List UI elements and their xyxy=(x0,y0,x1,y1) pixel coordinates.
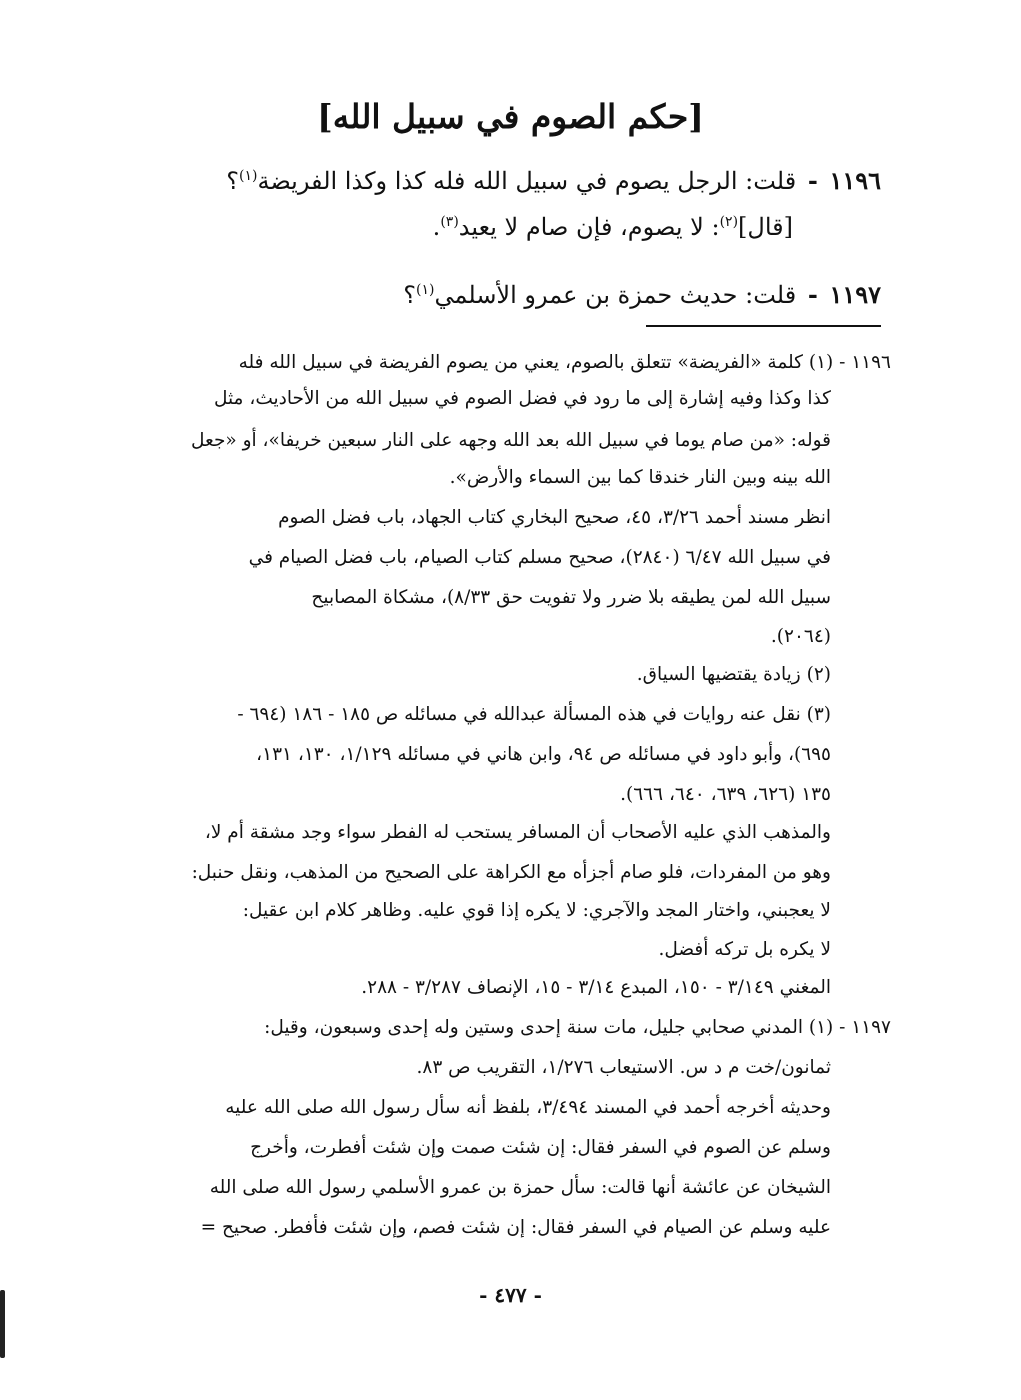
question-1196 xyxy=(161,158,881,204)
footnote-line: انظر مسند أحمد ٣/٢٦، ٤٥، صحيح البخاري كتاب الجهاد، باب فضل الصوم xyxy=(278,507,831,528)
footnote-line: وهو من المفردات، فلو صام أجزأه مع الكراهة على الصحيح من المذهب، ونقل حنبل: xyxy=(191,862,831,883)
question-dash: - xyxy=(807,280,818,309)
footnote-line: وحديثه أخرجه أحمد في المسند ٣/٤٩٤، بلفظ أنه سأل رسول الله صلى الله عليه xyxy=(225,1097,831,1118)
footnote-line: لا يكره بل تركه أفضل. xyxy=(658,939,831,960)
question-text: قلت: الرجل يصوم في سبيل الله فله كذا وكذا الفريضة xyxy=(257,167,797,195)
question-dash: - xyxy=(807,166,818,195)
footnote-line: سبيل الله لمن يطيقه بلا ضرر ولا تفويت حق ٨/٣٣)، مشكاة المصابيح xyxy=(311,587,831,608)
page-number: - ٤٧٧ - xyxy=(479,1283,542,1307)
footnote-line: لا يعجبني، واختار المجد والآجري: لا يكره إذا قوي عليه. وظاهر كلام ابن عقيل: xyxy=(242,900,831,921)
question-text: قلت: حديث حمزة بن عمرو الأسلمي xyxy=(434,281,797,309)
answer-label: [قال] xyxy=(738,213,793,241)
footnote-line: (٣) نقل عنه روايات في هذه المسألة عبدالله في مسائله ص ١٨٥ - ١٨٦ (٦٩٤ - xyxy=(237,704,831,725)
question-number: ١١٩٦ xyxy=(829,166,881,195)
footnote-line: المغني ٣/١٤٩ - ١٥٠، المبدع ٣/١٤ - ١٥، الإنصاف ٣/٢٨٧ - ٢٨٨. xyxy=(361,977,831,998)
section-title: [حكم الصوم في سبيل الله] xyxy=(317,97,704,136)
answer-text: : لا يصوم، فإن صام لا يعيد xyxy=(458,213,720,241)
question-number: ١١٩٧ xyxy=(829,280,881,309)
footnote-line: والمذهب الذي عليه الأصحاب أن المسافر يستحب له الفطر سواء وجد مشقة أم لا، xyxy=(204,822,831,843)
footnote-line: في سبيل الله ٦/٤٧ (٢٨٤٠)، صحيح مسلم كتاب الصيام، باب فضل الصيام في xyxy=(248,547,831,568)
footnote-line: الشيخان عن عائشة أنها قالت: سأل حمزة بن عمرو الأسلمي رسول الله صلى الله xyxy=(209,1177,831,1198)
footnote-line: ١٣٥ (٦٢٦، ٦٣٩، ٦٤٠، ٦٦٦). xyxy=(620,784,831,805)
footnote-line: وسلم عن الصوم في السفر فقال: إن شئت صمت وإن شئت أفطرت، وأخرج xyxy=(250,1137,831,1158)
question-1197 xyxy=(161,272,881,318)
footnote-line: ثمانون/خت م د س. الاستيعاب ١/٢٧٦، التقريب ص ٨٣. xyxy=(416,1057,831,1078)
footnote-line: ٦٩٥)، وأبو داود في مسائله ص ٩٤، وابن هاني في مسائله ١/١٢٩، ١٣٠، ١٣١، xyxy=(256,744,831,765)
footnote-line: ١١٩٧ - (١) المدني صحابي جليل، مات سنة إحدى وستين وله إحدى وسبعون، وقيل: xyxy=(264,1017,891,1038)
answer-1196 xyxy=(193,207,793,247)
footnote-line: (٢) زيادة يقتضيها السياق. xyxy=(636,664,831,685)
footnote-marker: (١) xyxy=(416,282,435,298)
footnote-line: كذا وكذا وفيه إشارة إلى ما رود في فضل الصوم في سبيل الله من الأحاديث، مثل xyxy=(213,388,831,409)
footnote-line: ١١٩٦ - (١) كلمة «الفريضة» تتعلق بالصوم، يعني من يصوم الفريضة في سبيل الله فله xyxy=(238,352,891,373)
footnote-marker: (٢) xyxy=(719,214,739,230)
answer-end: . xyxy=(432,213,441,241)
question-mark: ؟ xyxy=(226,167,239,195)
scan-edge-mark xyxy=(0,1290,5,1358)
footnote-line: قوله: «من صام يوما في سبيل الله بعد الله وجهه على النار سبعين خريفا»، أو «جعل xyxy=(191,430,831,451)
question-mark: ؟ xyxy=(403,281,417,309)
footnote-line: (٢٠٦٤). xyxy=(770,626,831,647)
footnote-separator xyxy=(646,325,881,327)
footnote-marker: (٣) xyxy=(440,214,459,230)
footnote-marker: (١) xyxy=(238,168,258,184)
footnote-line: عليه وسلم عن الصيام في السفر فقال: إن شئت فصم، وإن شئت فأفطر. صحيح = xyxy=(200,1217,831,1238)
footnote-line: الله بينه وبين النار خندقا كما بين السماء والأرض». xyxy=(449,467,831,488)
